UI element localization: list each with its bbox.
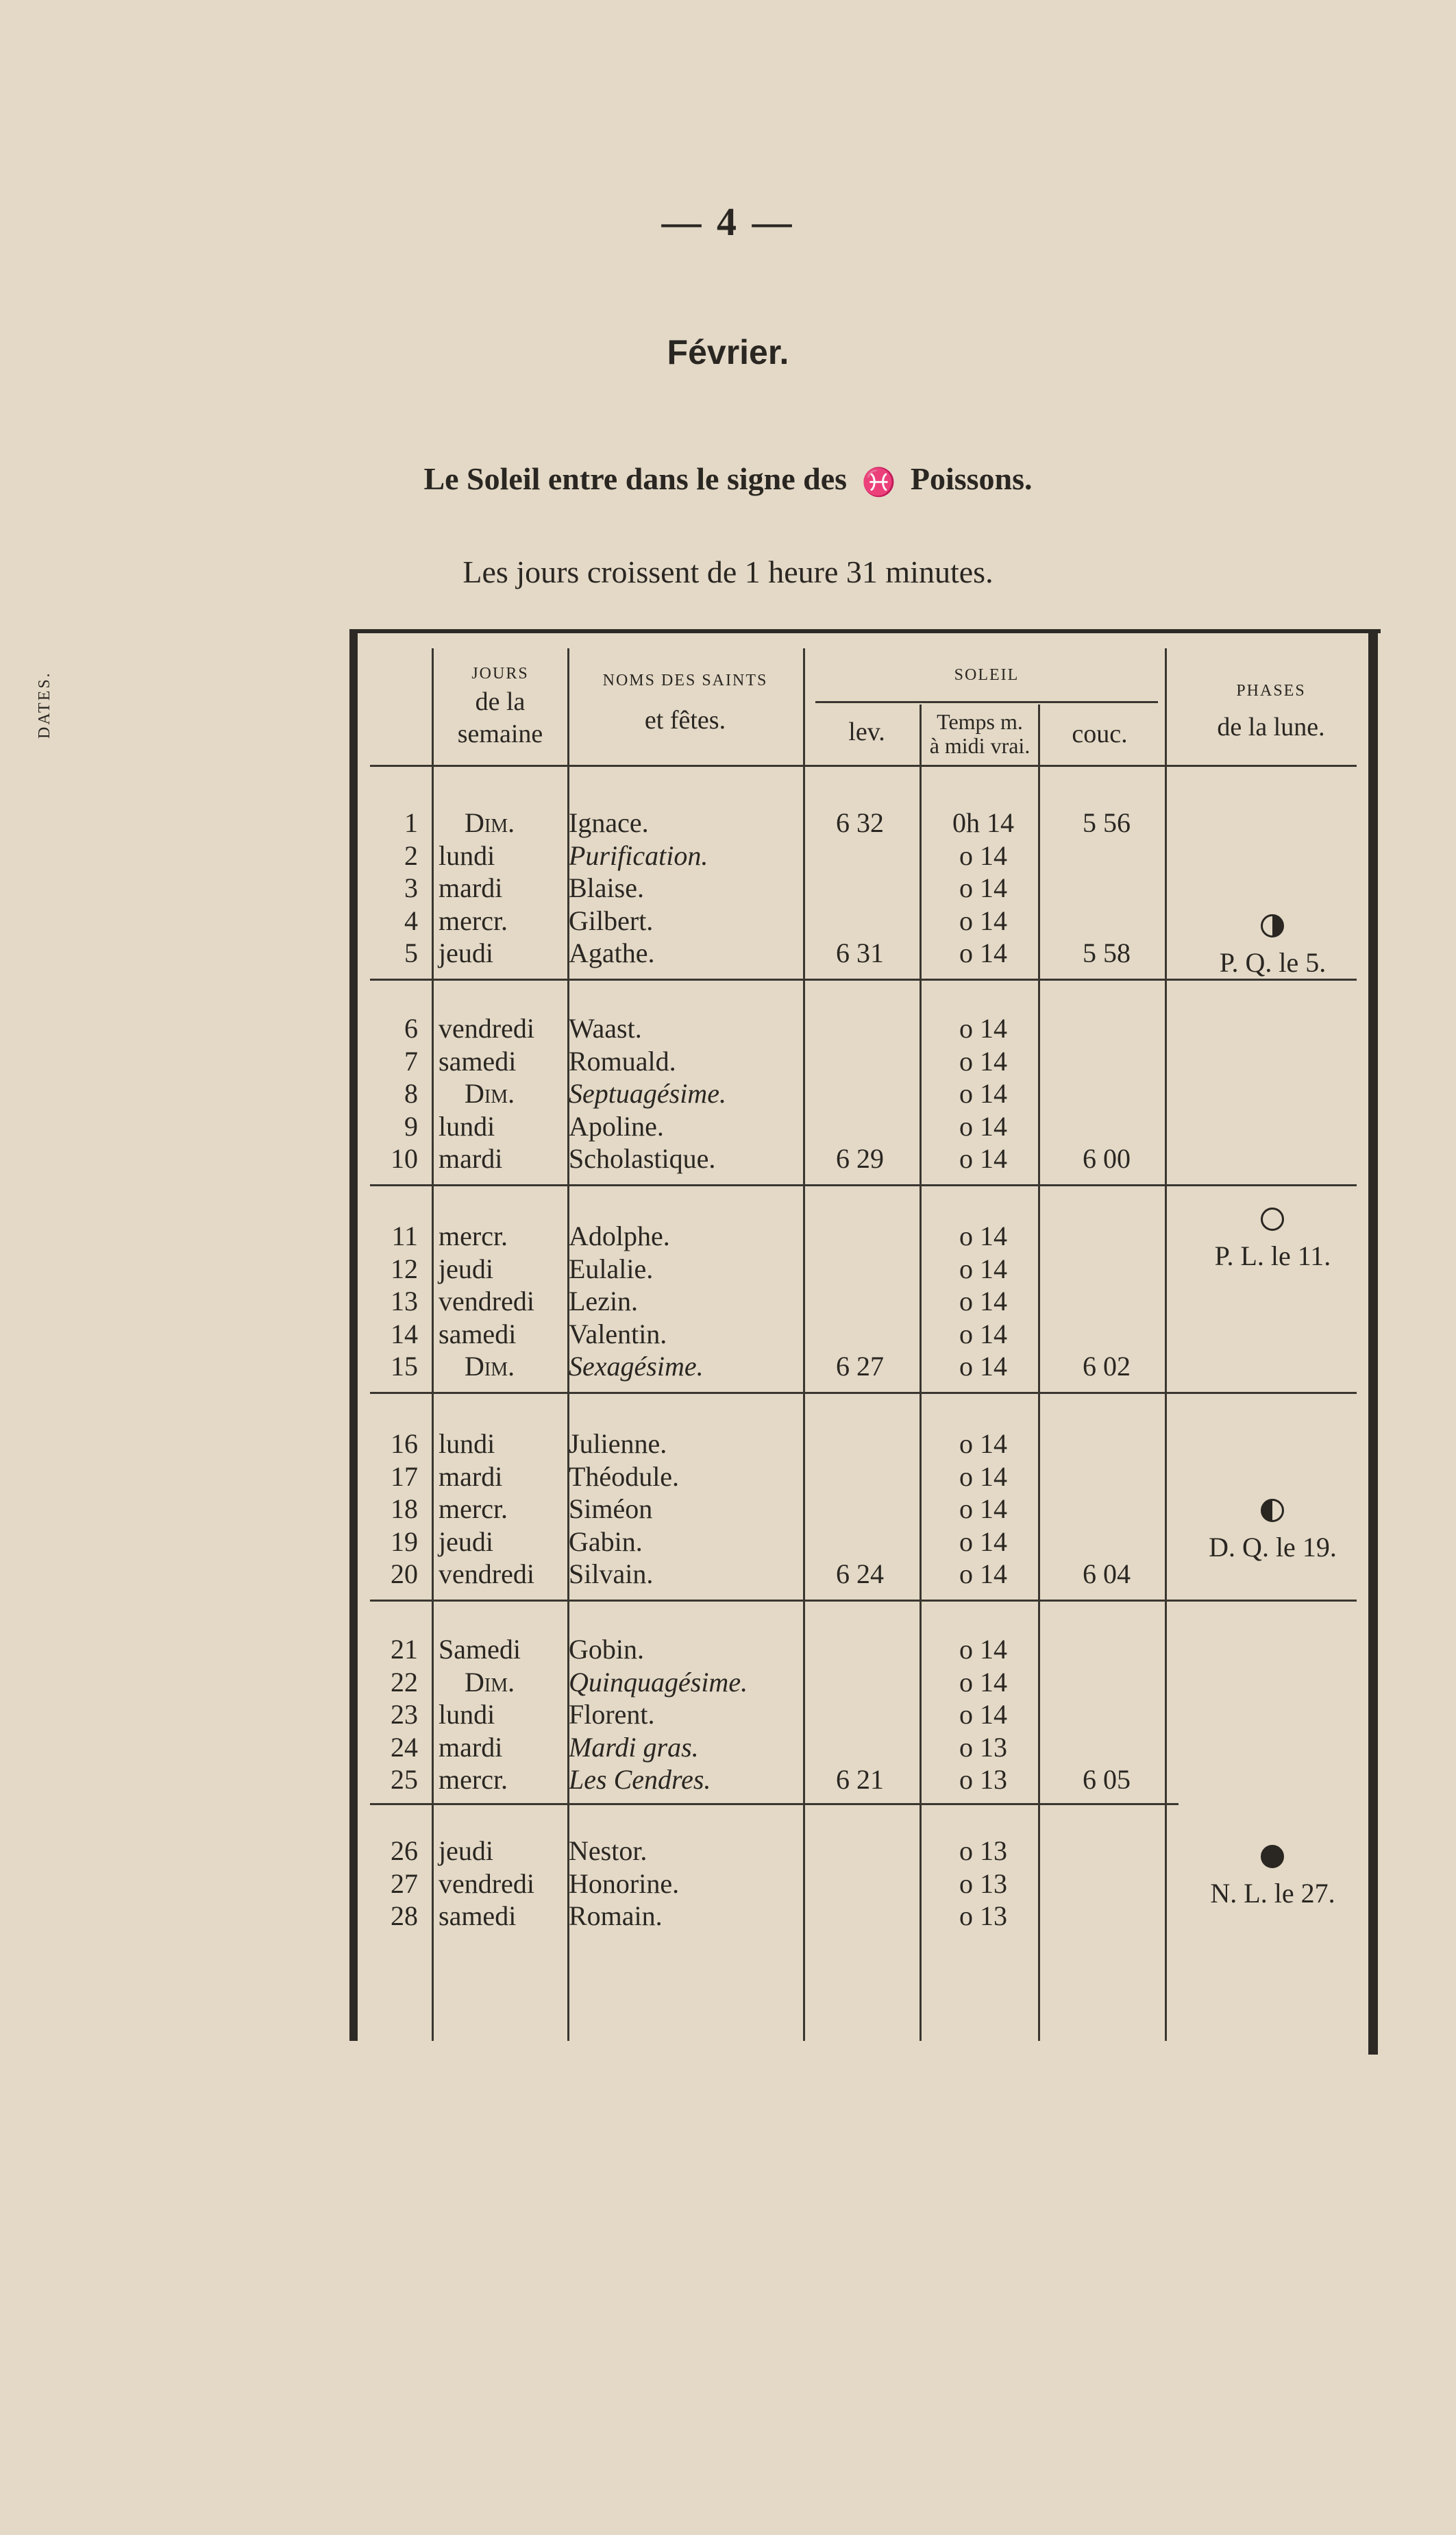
moon-phase-first-icon [1261, 914, 1284, 938]
weekday-cell: Dim. [465, 1666, 515, 1698]
date-cell: 25 [391, 1764, 418, 1795]
weekday-cell: mercr. [439, 1493, 508, 1524]
sunrise-cell: 6 29 [836, 1143, 884, 1174]
saint-cell: Nestor. [569, 1835, 647, 1866]
mean-time-cell: o 14 [959, 1221, 1007, 1251]
sunrise-cell: 6 24 [836, 1558, 884, 1589]
table-row [0, 1351, 1456, 1382]
date-cell: 27 [391, 1867, 418, 1899]
group-rule [370, 1803, 1179, 1805]
saint-cell: Sexagésime. [569, 1351, 704, 1382]
saint-cell: Ignace. [569, 807, 649, 838]
moon-phase-row [0, 1532, 1456, 1563]
weekday-cell: mardi [439, 872, 503, 903]
date-cell: 22 [391, 1666, 418, 1698]
saints-header-2: et fêtes. [644, 706, 726, 735]
table-row [0, 1634, 1456, 1665]
weekday-cell: lundi [439, 840, 495, 871]
mean-time-cell: o 14 [959, 1493, 1007, 1524]
weekday-cell: mercr. [439, 905, 508, 936]
saint-cell: Gabin. [569, 1526, 643, 1557]
date-cell: 24 [391, 1731, 418, 1763]
mean-time-cell: o 14 [959, 1351, 1007, 1382]
table-top-rule [349, 629, 1381, 633]
saint-cell: Florent. [569, 1699, 655, 1730]
table-row [0, 1286, 1456, 1317]
mean-time-cell: o 14 [959, 1318, 1007, 1349]
temps-header-1: Temps m. [937, 709, 1023, 734]
group-rule [370, 1600, 1357, 1602]
mean-time-cell: o 14 [959, 1110, 1007, 1142]
temps-header-2: à midi vrai. [929, 733, 1031, 758]
mean-time-cell: o 14 [959, 1286, 1007, 1317]
saint-cell: Adolphe. [569, 1221, 670, 1251]
jours-header-2: de la [475, 687, 526, 716]
table-row [0, 1319, 1456, 1350]
group-rule [370, 1184, 1357, 1186]
saint-cell: Septuagésime. [569, 1078, 726, 1109]
table-row [0, 872, 1456, 904]
saint-cell: Julienne. [569, 1428, 667, 1459]
date-cell: 10 [391, 1143, 418, 1174]
jours-header-1: JOURS [471, 665, 529, 683]
saint-cell: Apoline. [569, 1110, 664, 1142]
weekday-cell: mercr. [439, 1221, 508, 1251]
table-row [0, 1667, 1456, 1698]
table-row [0, 905, 1456, 937]
lev-header: lev. [848, 718, 885, 746]
sunrise-cell: 6 32 [836, 807, 884, 838]
saint-cell: Gobin. [569, 1634, 644, 1665]
table-row [0, 1013, 1456, 1044]
sunrise-cell: 6 27 [836, 1351, 884, 1382]
sunset-cell: 6 00 [1083, 1143, 1131, 1174]
mean-time-cell: o 14 [959, 1045, 1007, 1077]
mean-time-cell: o 13 [959, 1900, 1007, 1931]
sunset-cell: 6 05 [1083, 1764, 1131, 1795]
sunrise-cell: 6 21 [836, 1764, 884, 1795]
saint-cell: Romain. [569, 1900, 663, 1931]
saint-cell: Mardi gras. [569, 1731, 699, 1763]
saints-header-1: NOMS DES SAINTS [602, 672, 768, 689]
saint-cell: Purification. [569, 840, 708, 871]
soleil-header: SOLEIL [954, 666, 1020, 684]
saint-cell: Gilbert. [569, 905, 654, 936]
days-length-line: Les jours croissent de 1 heure 31 minutes. [462, 554, 994, 589]
sunset-cell: 6 02 [1083, 1351, 1131, 1382]
sun-sign-line [0, 461, 1456, 498]
weekday-cell: Dim. [465, 1078, 515, 1109]
moon-phase-label: P. L. le 11. [1214, 1240, 1331, 1271]
pisces-icon: ♓ [861, 466, 896, 498]
moon-phase-label: D. Q. le 19. [1209, 1532, 1337, 1563]
weekday-cell: vendredi [439, 1558, 534, 1589]
mean-time-cell: o 13 [959, 1835, 1007, 1866]
moon-phase-full-icon [1261, 1208, 1284, 1231]
date-cell: 3 [404, 872, 418, 903]
saint-cell: Scholastique. [569, 1143, 716, 1174]
moon-phase-last-icon [1261, 1499, 1284, 1522]
moon-phase-new-icon [1261, 1845, 1284, 1868]
mean-time-cell: o 14 [959, 1428, 1007, 1459]
weekday-cell: jeudi [439, 1835, 493, 1866]
date-cell: 15 [391, 1351, 418, 1382]
saint-cell: Honorine. [569, 1867, 680, 1899]
table-row [0, 1111, 1456, 1142]
saint-cell: Lezin. [569, 1286, 639, 1317]
table-row [0, 807, 1456, 839]
date-cell: 7 [404, 1045, 418, 1077]
header-rule [370, 765, 1357, 767]
weekday-cell: samedi [439, 1900, 517, 1931]
date-cell: 8 [404, 1078, 418, 1109]
table-row [0, 1732, 1456, 1763]
weekday-cell: vendredi [439, 1867, 534, 1899]
date-cell: 11 [391, 1221, 418, 1251]
mean-time-cell: o 14 [959, 872, 1007, 903]
saint-cell: Silvain. [569, 1558, 654, 1589]
page-number: — 4 — [661, 199, 795, 244]
moon-phase-row [0, 1878, 1456, 1909]
table-row [0, 1078, 1456, 1110]
date-cell: 6 [404, 1013, 418, 1044]
date-cell: 17 [391, 1460, 418, 1492]
mean-time-cell: o 14 [959, 840, 1007, 871]
date-cell: 12 [391, 1253, 418, 1284]
mean-time-cell: o 13 [959, 1764, 1007, 1795]
weekday-cell: samedi [439, 1045, 517, 1077]
table-row [0, 1428, 1456, 1460]
saint-cell: Théodule. [569, 1460, 680, 1492]
moon-phase-label: N. L. le 27. [1210, 1878, 1335, 1909]
weekday-cell: vendredi [439, 1286, 534, 1317]
mean-time-cell: o 13 [959, 1731, 1007, 1763]
table-row [0, 1046, 1456, 1077]
jours-header-3: semaine [457, 720, 543, 748]
date-cell: 18 [391, 1493, 418, 1524]
mean-time-cell: 0h 14 [952, 807, 1014, 838]
table-row [0, 1835, 1456, 1867]
table-row [0, 1461, 1456, 1493]
saint-cell: Siméon [569, 1493, 653, 1524]
saint-cell: Valentin. [569, 1318, 667, 1349]
soleil-rule [815, 701, 1158, 703]
date-cell: 5 [404, 938, 418, 968]
table-row [0, 1143, 1456, 1175]
couc-header: couc. [1072, 720, 1128, 748]
mean-time-cell: o 14 [959, 1699, 1007, 1730]
date-cell: 26 [391, 1835, 418, 1866]
table-row [0, 1764, 1456, 1796]
weekday-cell: lundi [439, 1428, 495, 1459]
date-cell: 19 [391, 1526, 418, 1557]
weekday-cell: jeudi [439, 938, 493, 968]
saint-cell: Quinquagésime. [569, 1666, 748, 1698]
date-cell: 21 [391, 1634, 418, 1665]
weekday-cell: mardi [439, 1143, 503, 1174]
mean-time-cell: o 13 [959, 1867, 1007, 1899]
mean-time-cell: o 14 [959, 1526, 1007, 1557]
sunrise-cell: 6 31 [836, 938, 884, 968]
saint-cell: Les Cendres. [569, 1764, 711, 1795]
weekday-cell: Dim. [465, 1351, 515, 1382]
weekday-cell: mercr. [439, 1764, 508, 1795]
mean-time-cell: o 14 [959, 1634, 1007, 1665]
saint-cell: Eulalie. [569, 1253, 654, 1284]
weekday-cell: samedi [439, 1318, 517, 1349]
mean-time-cell: o 14 [959, 1460, 1007, 1492]
date-cell: 16 [391, 1428, 418, 1459]
date-cell: 23 [391, 1699, 418, 1730]
weekday-cell: jeudi [439, 1253, 493, 1284]
table-row [0, 840, 1456, 872]
month-title: Février. [667, 333, 789, 371]
saint-cell: Blaise. [569, 872, 644, 903]
weekday-cell: mardi [439, 1731, 503, 1763]
date-cell: 14 [391, 1318, 418, 1349]
weekday-cell: lundi [439, 1699, 495, 1730]
date-cell: 9 [404, 1110, 418, 1142]
date-cell: 28 [391, 1900, 418, 1931]
mean-time-cell: o 14 [959, 938, 1007, 968]
phases-header-1: PHASES [1236, 682, 1306, 700]
weekday-cell: lundi [439, 1110, 495, 1142]
mean-time-cell: o 14 [959, 1253, 1007, 1284]
moon-phase-row [0, 1240, 1456, 1272]
date-cell: 1 [404, 807, 418, 838]
mean-time-cell: o 14 [959, 1143, 1007, 1174]
date-cell: 4 [404, 905, 418, 936]
date-cell: 20 [391, 1558, 418, 1589]
mean-time-cell: o 14 [959, 905, 1007, 936]
sun-sign-prefix: Le Soleil entre dans le signe des [423, 461, 848, 496]
mean-time-cell: o 14 [959, 1013, 1007, 1044]
mean-time-cell: o 14 [959, 1558, 1007, 1589]
weekday-cell: Dim. [465, 807, 515, 838]
table-row [0, 1699, 1456, 1730]
phases-header-2: de la lune. [1217, 713, 1325, 742]
mean-time-cell: o 14 [959, 1666, 1007, 1698]
weekday-cell: Samedi [439, 1634, 521, 1665]
saint-cell: Waast. [569, 1013, 642, 1044]
weekday-cell: vendredi [439, 1013, 534, 1044]
sunset-cell: 5 58 [1083, 938, 1131, 968]
sun-sign-name: Poissons. [910, 461, 1033, 496]
date-cell: 2 [404, 840, 418, 871]
saint-cell: Romuald. [569, 1045, 676, 1077]
group-rule [370, 1392, 1357, 1394]
weekday-cell: mardi [439, 1460, 503, 1492]
moon-phase-row [0, 947, 1456, 979]
sunset-cell: 6 04 [1083, 1558, 1131, 1589]
sunset-cell: 5 56 [1083, 807, 1131, 838]
saint-cell: Agathe. [569, 938, 655, 968]
group-rule [370, 979, 1357, 981]
date-cell: 13 [391, 1286, 418, 1317]
mean-time-cell: o 14 [959, 1078, 1007, 1109]
moon-phase-label: P. Q. le 5. [1219, 947, 1327, 978]
weekday-cell: jeudi [439, 1526, 493, 1557]
table-row [0, 1493, 1456, 1525]
